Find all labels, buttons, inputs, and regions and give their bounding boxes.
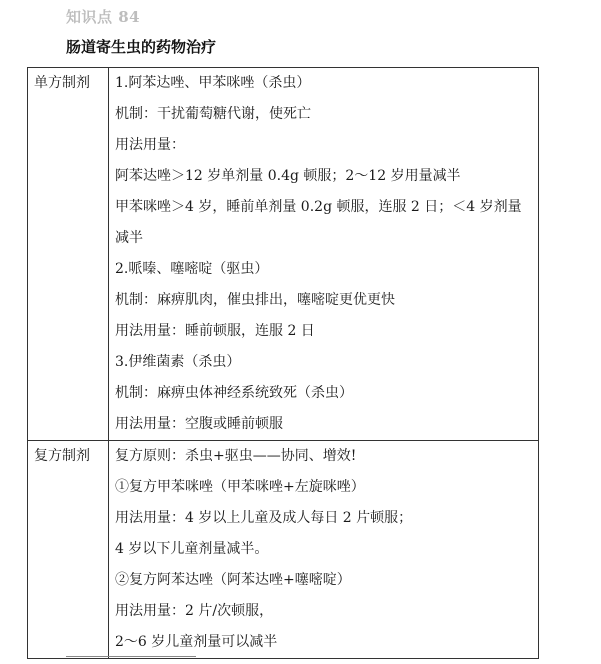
mechanism-line: 机制：麻痹虫体神经系统致死（杀虫） xyxy=(115,385,353,401)
dosage-line: 用法用量：睡前顿服，连服 2 日 xyxy=(115,323,315,339)
compound-principle: 复方原则：杀虫+驱虫——协同、增效! xyxy=(115,448,357,464)
next-section-edge xyxy=(66,656,196,661)
drug-table xyxy=(27,67,539,659)
dosage-line: 4 岁以下儿童剂量减半。 xyxy=(115,541,269,557)
compound-heading-mebendazole: ①复方甲苯咪唑（甲苯咪唑+左旋咪唑） xyxy=(115,479,365,495)
dosage-line: 用法用量：2 片/次顿服， xyxy=(115,603,274,619)
category-cell-single: 单方制剂 xyxy=(28,68,109,441)
dosage-label: 用法用量： xyxy=(115,137,185,153)
dosage-line: 用法用量：4 岁以上儿童及成人每日 2 片顿服； xyxy=(115,510,413,526)
drug-heading-piperazine: 2.哌嗪、噻嘧啶（驱虫） xyxy=(115,261,269,277)
knowledge-point-label: 知识点 84 xyxy=(66,8,141,26)
table-row-single xyxy=(28,68,539,441)
drug-heading-ivermectin: 3.伊维菌素（杀虫） xyxy=(115,354,241,370)
dosage-line: 2～6 岁儿童剂量可以减半 xyxy=(115,634,278,650)
content-cell-compound xyxy=(109,441,539,659)
document-title: 肠道寄生虫的药物治疗 xyxy=(66,38,217,56)
dosage-line: 阿苯达唑＞12 岁单剂量 0.4g 顿服；2～12 岁用量减半 xyxy=(115,168,461,184)
table-row-compound xyxy=(28,441,539,659)
dosage-line: 用法用量：空腹或睡前顿服 xyxy=(115,416,283,432)
mechanism-line: 机制：麻痹肌肉，催虫排出，噻嘧啶更优更快 xyxy=(115,292,395,308)
category-cell-compound: 复方制剂 xyxy=(28,441,109,659)
mechanism-line: 机制：干扰葡萄糖代谢，使死亡 xyxy=(115,106,311,122)
drug-heading-albendazole: 1.阿苯达唑、甲苯咪唑（杀虫） xyxy=(115,75,311,91)
dosage-line: 甲苯咪唑＞4 岁，睡前单剂量 0.2g 顿服，连服 2 日；＜4 岁剂量减半 xyxy=(115,199,522,246)
compound-heading-albendazole: ②复方阿苯达唑（阿苯达唑+噻嘧啶） xyxy=(115,572,351,588)
content-cell-single xyxy=(109,68,539,441)
